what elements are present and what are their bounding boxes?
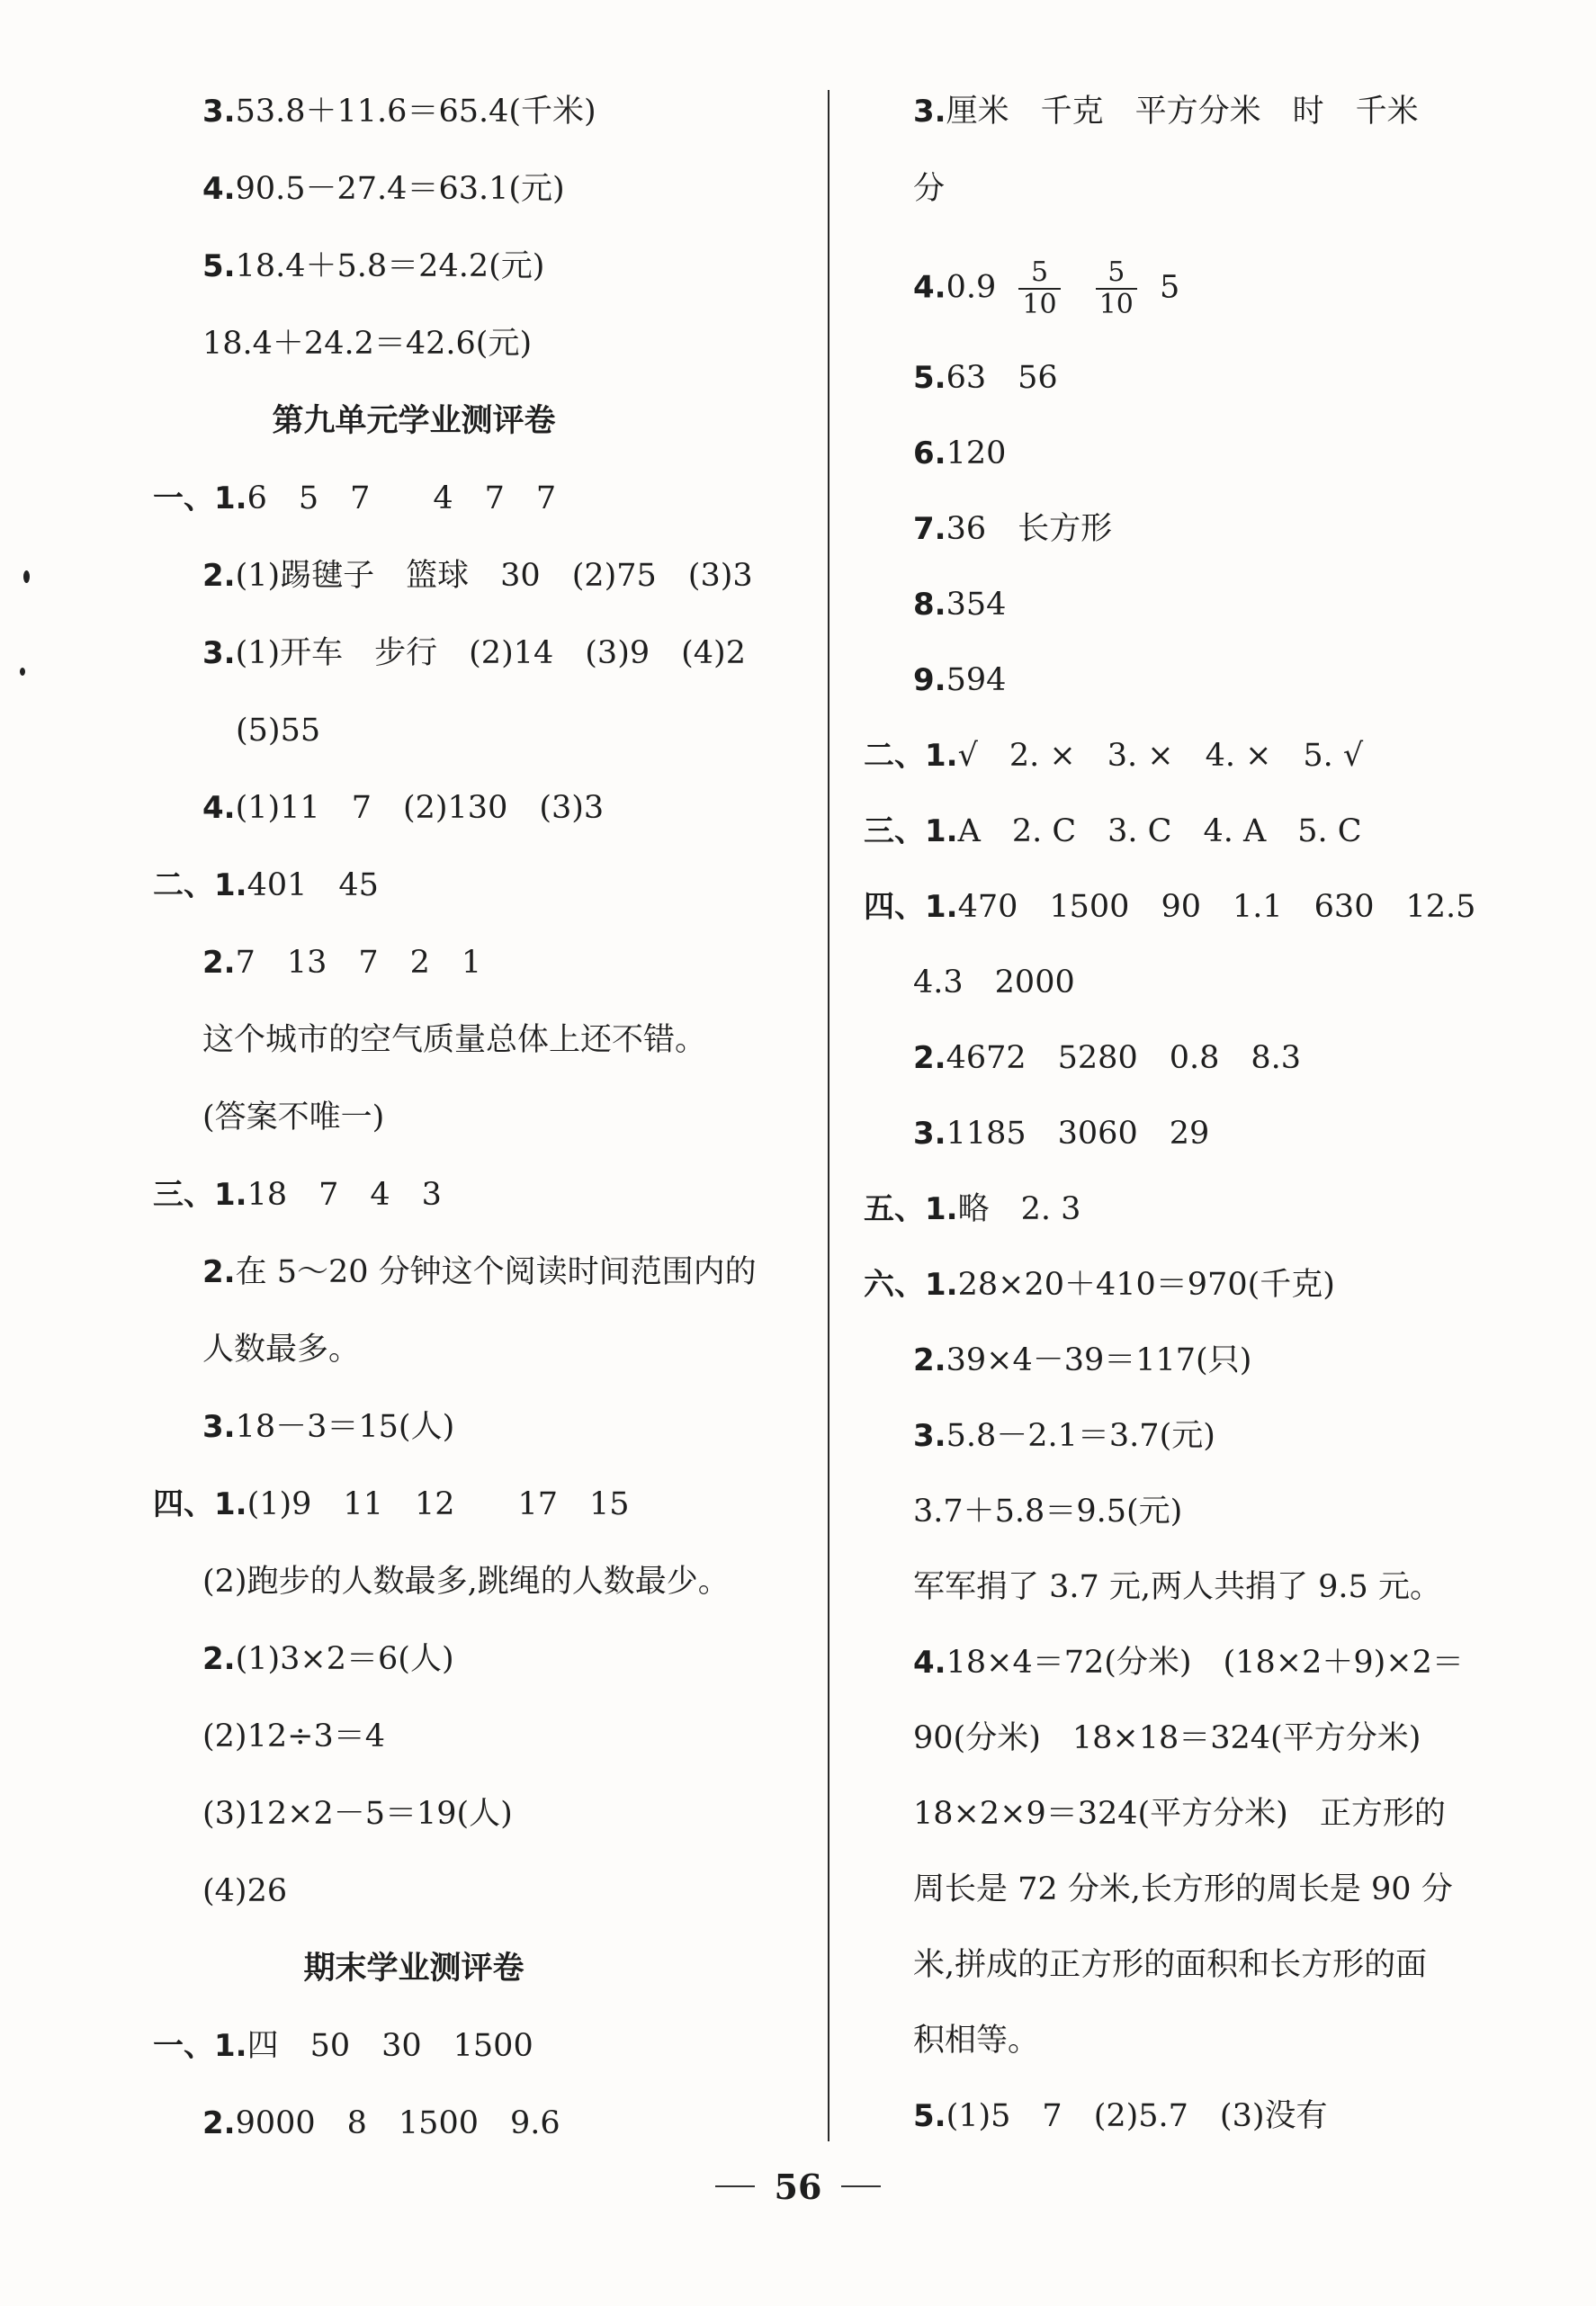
answer-line: 3.5.8－2.1＝3.7(元) <box>913 1418 1215 1454</box>
answer-line: 2.7 13 7 2 1 <box>202 945 482 981</box>
answer-line: 2.9000 8 1500 9.6 <box>202 2105 560 2141</box>
footer-dash <box>715 2185 755 2187</box>
answer-line: 3.(1)开车 步行 (2)14 (3)9 (4)2 <box>202 635 746 671</box>
answer-line: 人数最多。 <box>202 1332 361 1368</box>
answer-line: 7.36 长方形 <box>913 511 1113 547</box>
answer-line: 3.53.8＋11.6＝65.4(千米) <box>202 94 596 130</box>
answer-line: 三、1.A 2. C 3. C 4. A 5. C <box>864 813 1362 849</box>
fraction: $\frac{5}{10}$ <box>1096 257 1137 320</box>
answer-line: 4.(1)11 7 (2)130 (3)3 <box>202 790 605 826</box>
answer-line: 5.63 56 <box>913 360 1058 396</box>
answer-line: 三、1.18 7 4 3 <box>153 1177 442 1213</box>
answer-line: 2.(1)踢毽子 篮球 30 (2)75 (3)3 <box>202 558 753 594</box>
answer-line: 3.1185 3060 29 <box>913 1116 1210 1152</box>
answer-line: 4.90.5－27.4＝63.1(元) <box>202 171 565 207</box>
footer-dash <box>841 2185 881 2187</box>
fraction: $\frac{5}{10}$ <box>1018 257 1060 320</box>
answer-line: 5.18.4＋5.8＝24.2(元) <box>202 248 545 284</box>
answer-line: 90(分米) 18×18＝324(平方分米) <box>913 1720 1421 1756</box>
scan-speck <box>20 668 25 676</box>
answer-line: 2.(1)3×2＝6(人) <box>202 1641 454 1677</box>
answer-line: 五、1.略 2. 3 <box>864 1191 1081 1227</box>
answer-line: 6.120 <box>913 435 1007 471</box>
answer-line: 周长是 72 分米,长方形的周长是 90 分 <box>913 1871 1453 1907</box>
answer-line: 2.39×4－39＝117(只) <box>913 1342 1252 1378</box>
answer-line: (2)12÷3＝4 <box>202 1718 385 1754</box>
section-heading-unit9: 第九单元学业测评卷 <box>272 403 556 439</box>
answer-line: 3.7＋5.8＝9.5(元) <box>913 1494 1183 1530</box>
answer-line: 四、1.(1)9 11 12 17 15 <box>153 1486 630 1522</box>
answer-line: (3)12×2－5＝19(人) <box>202 1796 513 1832</box>
answer-line-fractions: 4.0.9 $\frac{5}{10}$ $\frac{5}{10}$ 5 <box>913 256 1180 320</box>
answer-line: 四、1.470 1500 90 1.1 630 12.5 <box>864 889 1476 925</box>
answer-line: (答案不唯一) <box>202 1099 385 1135</box>
section-heading-final: 期末学业测评卷 <box>303 1951 525 1987</box>
answer-line: 米,拼成的正方形的面积和长方形的面 <box>913 1947 1428 1983</box>
answer-line: (4)26 <box>202 1873 288 1909</box>
page-footer <box>0 2159 1596 2213</box>
answer-line: 一、1.四 50 30 1500 <box>153 2028 533 2064</box>
answer-line: 2.4672 5280 0.8 8.3 <box>913 1040 1302 1076</box>
answer-line: 4.3 2000 <box>913 965 1075 1000</box>
answer-line: 4.18×4＝72(分米) (18×2＋9)×2＝ <box>913 1645 1464 1681</box>
answer-line: 8.354 <box>913 587 1007 623</box>
answer-line: 二、1.401 45 <box>153 867 379 903</box>
answer-line: (2)跑步的人数最多,跳绳的人数最少。 <box>202 1564 730 1600</box>
answer-line: 3.厘米 千克 平方分米 时 千米 <box>913 94 1419 130</box>
answer-line: 18×2×9＝324(平方分米) 正方形的 <box>913 1796 1446 1832</box>
answer-line: 这个城市的空气质量总体上还不错。 <box>202 1022 707 1058</box>
answer-line: 积相等。 <box>913 2023 1040 2059</box>
answer-line: 3.18－3＝15(人) <box>202 1409 455 1445</box>
answer-line: 9.594 <box>913 662 1007 698</box>
answer-line: 5.(1)5 7 (2)5.7 (3)没有 <box>913 2098 1328 2134</box>
answer-line: 军军捐了 3.7 元,两人共捐了 9.5 元。 <box>913 1569 1441 1605</box>
answer-line: 一、1.6 5 7 4 7 7 <box>153 480 557 516</box>
answer-line: 六、1.28×20＋410＝970(千克) <box>864 1267 1335 1303</box>
page-number: 56 <box>774 2166 822 2207</box>
column-divider <box>828 90 829 2141</box>
scan-speck <box>23 570 30 583</box>
answer-line: 分 <box>913 171 946 207</box>
answer-line: 2.在 5～20 分钟这个阅读时间范围内的 <box>202 1254 757 1290</box>
answer-line: (5)55 <box>236 713 321 749</box>
answer-line: 18.4＋24.2＝42.6(元) <box>202 326 533 362</box>
answer-line: 二、1.√ 2. × 3. × 4. × 5. √ <box>864 738 1364 774</box>
